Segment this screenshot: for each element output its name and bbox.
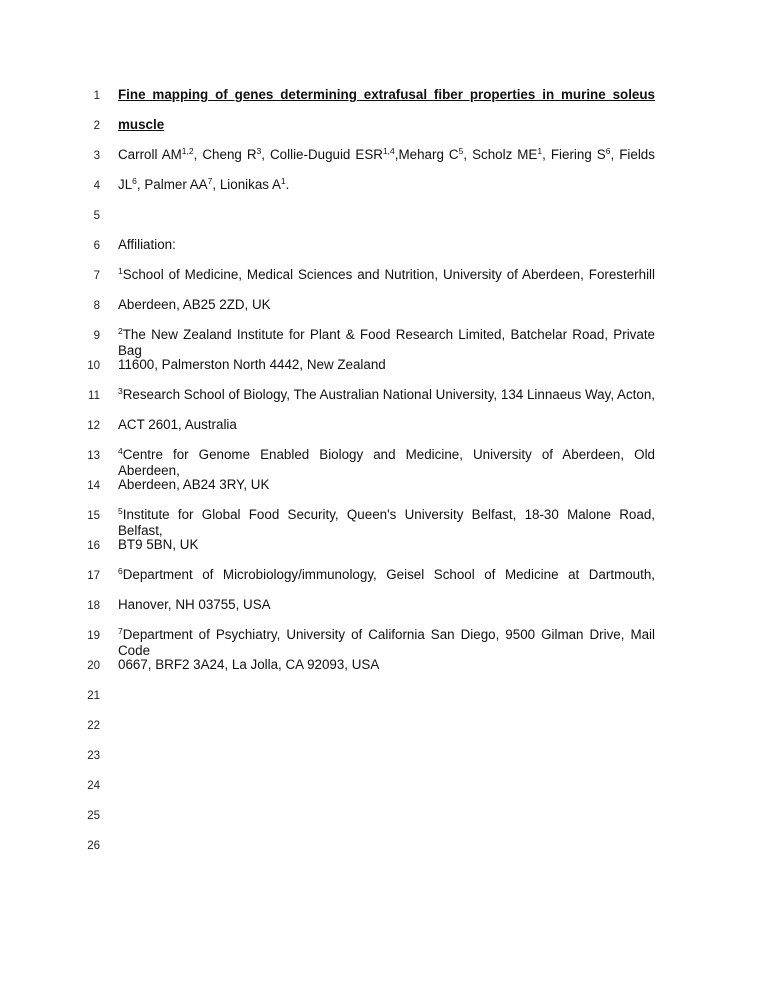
affiliation-7-line-2: 0667, BRF2 3A24, La Jolla, CA 92093, USA (118, 657, 380, 672)
line-number: 1 (93, 90, 100, 102)
line-number: 24 (87, 780, 100, 792)
author: Cheng $R^3$, (202, 146, 265, 162)
line-number: 13 (87, 450, 100, 462)
affiliation-1-line-2: Aberdeen, AB25 2ZD, UK (118, 297, 271, 312)
author: Lionikas $A^1$. (219, 176, 290, 192)
line-number: 8 (93, 300, 100, 312)
line-number: 19 (87, 630, 100, 642)
author: Collie-Duguid ESR$^{1,4}$,Meharg $C^5$, (270, 146, 468, 162)
affiliation-3-line-1: $^3$Research School of Biology, The Australian National University, 134 Linnaeus Way, Acton, (118, 386, 655, 402)
line-number: 21 (87, 690, 100, 702)
line-number: 9 (93, 330, 100, 342)
line-number: 2 (93, 120, 100, 132)
affiliation-3-line-2: ACT 2601, Australia (118, 417, 237, 432)
line-number: 10 (87, 360, 100, 372)
author: Fiering $S^6$, (550, 146, 615, 162)
affiliation-6-line-1: $^6$Department of Microbiology/immunology, Geisel School of Medicine at Dartmouth, (118, 566, 655, 582)
author: Scholz $ME^1$, (472, 146, 546, 162)
line-number: 16 (87, 540, 100, 552)
line-number: 11 (88, 390, 100, 402)
author: Palmer $AA^7$, (144, 176, 217, 192)
affiliation-4-line-2: Aberdeen, AB24 3RY, UK (118, 477, 270, 492)
affiliation-7-line-1: $^7$Department of Psychiatry, University of California San Diego, 9500 Gilman Drive, Mail Code (118, 626, 655, 658)
affiliation-1-line-1: $^1$School of Medicine, Medical Sciences and Nutrition, University of Aberdeen, Foresterhill (118, 266, 655, 282)
line-number: 3 (93, 150, 100, 162)
author-first-part: Fields (619, 147, 655, 162)
line-number: 5 (93, 210, 100, 222)
line-number: 4 (93, 180, 100, 192)
line-number: 17 (87, 570, 100, 582)
line-number: 20 (87, 660, 100, 672)
author: Carroll AM$^{1,2}$, (118, 146, 198, 162)
paper-title-line-2: muscle (118, 117, 165, 132)
line-number: 26 (87, 840, 100, 852)
affiliation-2-line-1: $^2$The New Zealand Institute for Plant & Food Research Limited, Batchelar Road, Private Bag (118, 326, 655, 358)
affiliation-4-line-1: $^4$Centre for Genome Enabled Biology and Medicine, University of Aberdeen, Old Aberdeen, (118, 446, 655, 478)
line-number: 6 (93, 240, 100, 252)
affiliation-5-line-2: BT9 5BN, UK (118, 537, 199, 552)
line-number: 14 (87, 480, 100, 492)
line-number: 15 (87, 510, 100, 522)
affiliation-heading: Affiliation: (118, 237, 176, 252)
line-number: 18 (87, 600, 100, 612)
line-number: 23 (87, 750, 100, 762)
line-number: 12 (87, 420, 100, 432)
affiliation-6-line-2: Hanover, NH 03755, USA (118, 597, 271, 612)
line-number: 25 (87, 810, 100, 822)
author-last-part: JL (118, 177, 133, 192)
paper-title-line-1: Fine mapping of genes determining extrafusal fiber properties in murine soleus (118, 87, 655, 102)
affiliation-5-line-1: $^5$Institute for Global Food Security, Queen's University Belfast, 18-30 Malone Road, Belfast, (118, 506, 655, 538)
author-list-line-1 (118, 147, 655, 163)
line-number: 7 (93, 270, 100, 282)
line-number: 22 (87, 720, 100, 732)
affiliation-2-line-2: 11600, Palmerston North 4442, New Zealand (118, 357, 386, 372)
author-list-line-2: $JL^6$, Palmer $AA^7$, Lionikas $A^1$. (118, 176, 290, 192)
